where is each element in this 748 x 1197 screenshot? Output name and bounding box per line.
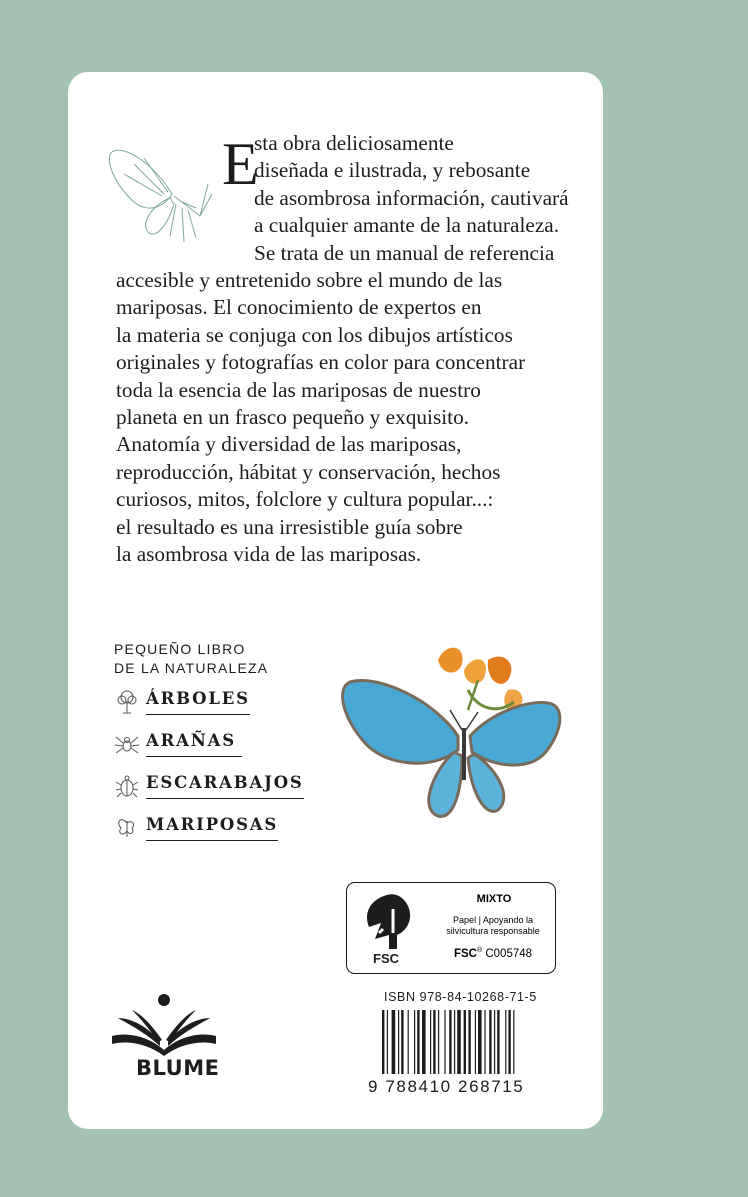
fsc-label: FSC — [453, 947, 477, 960]
fsc-code-value: C005748 — [485, 947, 533, 960]
blurb-line: planeta en un frasco pequeño y exquisito. — [116, 405, 470, 430]
barcode-bar — [464, 1010, 466, 1082]
series-item-arboles — [114, 684, 354, 720]
barcode-bar — [438, 1010, 439, 1082]
series-item-label: ÁRBOLES — [146, 689, 250, 715]
barcode-bar — [513, 1010, 514, 1082]
barcode-bar — [449, 1010, 451, 1082]
barcode-bar — [508, 1010, 510, 1082]
blurb-line: sta obra deliciosamente — [254, 131, 454, 155]
blurb-line: la asombrosa vida de las mariposas. — [116, 542, 422, 567]
fsc-certification-box — [346, 882, 556, 974]
barcode-bar — [454, 1010, 455, 1082]
back-cover-card — [68, 72, 603, 1129]
blurb-line: reproducción, hábitat y conservación, hechos — [116, 459, 501, 484]
barcode-bar — [417, 1010, 419, 1082]
barcode-bar — [468, 1010, 470, 1082]
blue-butterfly-illustration — [338, 640, 578, 820]
beetle-icon — [114, 773, 140, 799]
tree-icon — [114, 689, 140, 715]
blume-book-logo-icon — [108, 992, 218, 1062]
barcode-bar — [382, 1010, 384, 1082]
series-item-mariposas — [114, 810, 354, 846]
blurb-line: el resultado es una irresistible guía sobre — [116, 514, 463, 539]
barcode-bar — [422, 1010, 426, 1082]
fsc-papel-line2: silvicultura responsable — [446, 926, 540, 936]
blurb-line: curiosos, mitos, folclore y cultura popular...: — [116, 487, 494, 512]
barcode-bar — [497, 1010, 499, 1082]
barcode-bar — [387, 1010, 388, 1082]
blurb-line: toda la esencia de las mariposas de nuestro — [116, 377, 481, 402]
fsc-tree-logo-icon — [353, 889, 425, 969]
svg-text:FSC: FSC — [373, 951, 399, 966]
series-item-escarabajos — [114, 768, 354, 804]
barcode — [368, 1010, 558, 1096]
drop-cap: E — [222, 131, 259, 197]
series-list — [114, 640, 354, 846]
fsc-mixto: MIXTO — [476, 893, 512, 905]
blurb-text — [116, 130, 586, 569]
fsc-papel-text — [431, 915, 555, 937]
series-title-line2: DE LA NATURALEZA — [114, 660, 269, 676]
barcode-bar — [444, 1010, 445, 1082]
barcode-bar — [505, 1010, 506, 1082]
blurb-line: originales y fotografías en color para concentrar — [116, 350, 526, 375]
barcode-bar — [392, 1010, 396, 1082]
series-item-label: MARIPOSAS — [146, 815, 278, 841]
spider-icon — [114, 731, 140, 757]
blurb-line: a cualquier amante de la naturaleza. — [254, 213, 560, 238]
blurb-line: Anatomía y diversidad de las mariposas, — [116, 432, 462, 457]
fsc-papel-line1: Papel | Apoyando la — [453, 915, 533, 925]
barcode-bar — [433, 1010, 435, 1082]
butterfly-icon — [114, 815, 140, 841]
isbn-label: ISBN 978-84-10268-71-5 — [384, 990, 537, 1004]
blurb-line: de asombrosa información, cautivará — [254, 185, 569, 210]
barcode-bar — [457, 1010, 461, 1082]
barcode-bar — [430, 1010, 431, 1082]
barcode-bar — [408, 1010, 409, 1082]
barcode-bar — [401, 1010, 403, 1082]
series-item-label: ESCARABAJOS — [146, 773, 304, 799]
publisher-name: BLUME — [136, 1056, 220, 1080]
blurb-line: accesible y entretenido sobre el mundo de las — [116, 268, 503, 293]
series-item-label: ARAÑAS — [146, 731, 242, 757]
blurb-line: la materia se conjuga con los dibujos artísticos — [116, 322, 513, 347]
barcode-bar — [475, 1010, 476, 1082]
blurb-line: Se trata de un manual de referencia — [254, 240, 555, 265]
barcode-bar — [494, 1010, 495, 1082]
barcode-bar — [398, 1010, 399, 1082]
series-item-aranas — [114, 726, 354, 762]
barcode-digits: 9 788410 268715 — [368, 1077, 525, 1096]
fsc-code — [431, 947, 555, 960]
orange-flower-icon — [438, 648, 522, 711]
blurb-line: mariposas. El conocimiento de expertos en — [116, 295, 482, 320]
barcode-bar — [484, 1010, 485, 1082]
barcode-bar — [489, 1010, 491, 1082]
barcode-bar — [478, 1010, 482, 1082]
fsc-registered: ® — [476, 947, 483, 954]
barcode-bar — [414, 1010, 415, 1082]
blurb-line: diseñada e ilustrada, y rebosante — [254, 158, 531, 183]
series-title-line1: PEQUEÑO LIBRO — [114, 641, 246, 657]
